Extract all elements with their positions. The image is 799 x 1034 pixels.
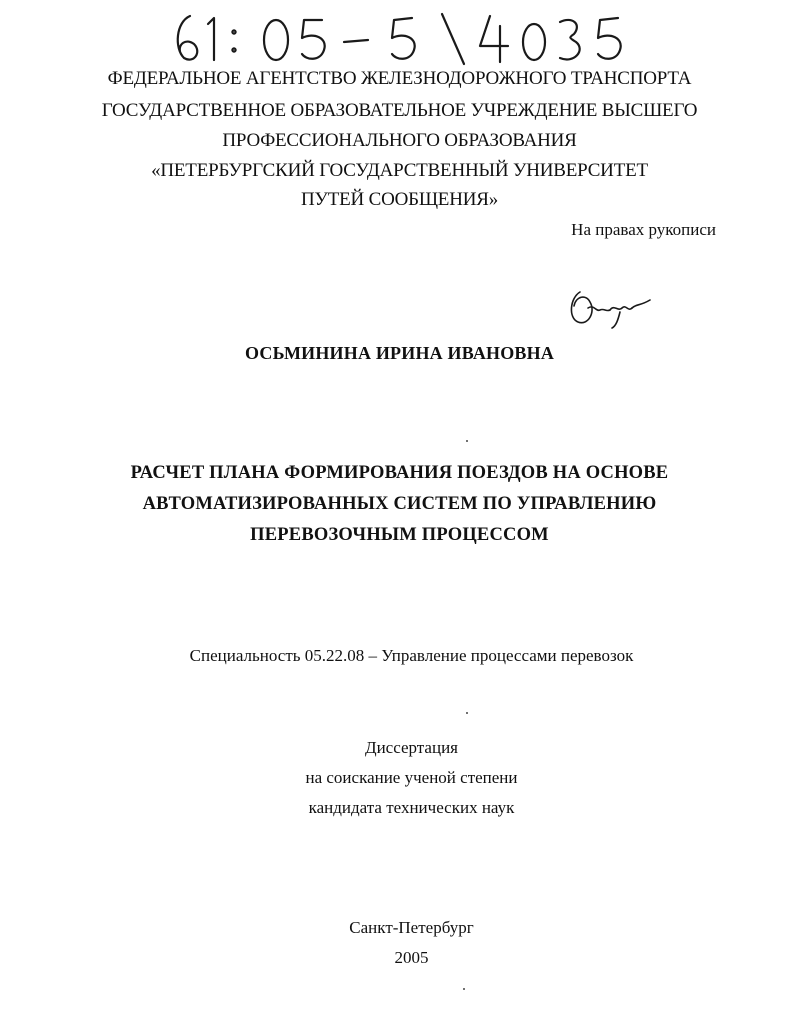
org-line-3: ПРОФЕССИОНАЛЬНОГО ОБРАЗОВАНИЯ [222,130,577,151]
scan-speck [466,712,468,714]
title-line-3: ПЕРЕВОЗОЧНЫМ ПРОЦЕССОМ [250,525,549,545]
manuscript-note: На правах рукописи [571,220,716,239]
dissertation-line-3: кандидата технических наук [308,798,515,817]
place: Санкт-Петербург [349,918,474,937]
year: 2005 [394,948,429,967]
org-line-2: ГОСУДАРСТВЕННОЕ ОБРАЗОВАТЕЛЬНОЕ УЧРЕЖДЕНИЕ ВЫСШЕГО [101,100,698,121]
handwritten-catalog-number [168,8,628,68]
title-line-1: РАСЧЕТ ПЛАНА ФОРМИРОВАНИЯ ПОЕЗДОВ НА ОСНОВЕ [130,463,669,483]
title-line-2: АВТОМАТИЗИРОВАННЫХ СИСТЕМ ПО УПРАВЛЕНИЮ [142,494,657,514]
author-signature [566,282,656,332]
org-line-1: ФЕДЕРАЛЬНОЕ АГЕНТСТВО ЖЕЛЕЗНОДОРОЖНОГО ТРАНСПОРТА [107,68,692,89]
dissertation-line-1: Диссертация [364,738,458,757]
scan-speck [463,988,465,990]
scan-speck [466,440,468,442]
specialty-line: Специальность 05.22.08 – Управление процессами перевозок [189,646,634,665]
dissertation-line-2: на соискание ученой степени [305,768,518,787]
author-name: ОСЬМИНИНА ИРИНА ИВАНОВНА [244,343,555,363]
org-line-5: ПУТЕЙ СООБЩЕНИЯ» [300,189,499,210]
org-line-4: «ПЕТЕРБУРГСКИЙ ГОСУДАРСТВЕННЫЙ УНИВЕРСИТЕТ [151,160,648,181]
